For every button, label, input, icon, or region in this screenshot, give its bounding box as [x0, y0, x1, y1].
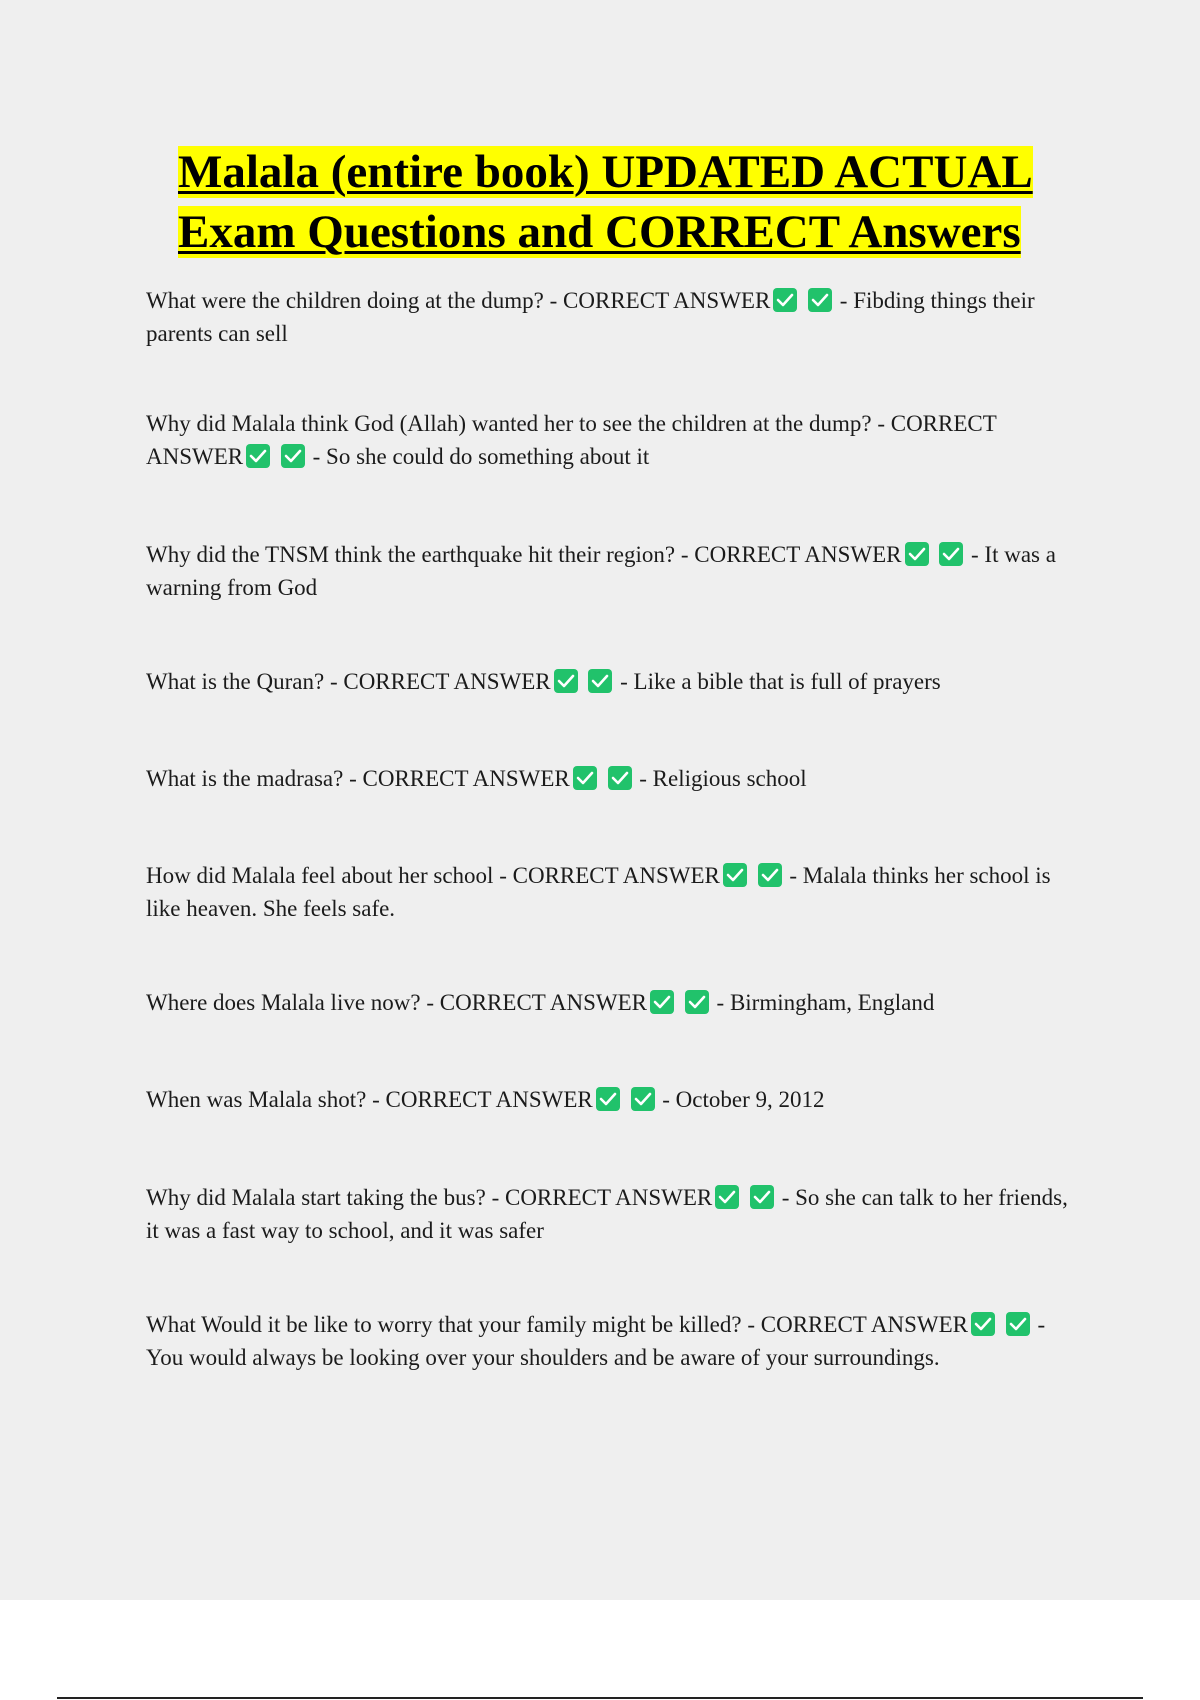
green-checkmark-icon: [808, 288, 832, 312]
title-line-1: Malala (entire book) UPDATED ACTUAL: [178, 146, 1033, 198]
green-checkmark-icon: [650, 990, 674, 1014]
green-checkmark-icon: [723, 863, 747, 887]
green-checkmark-icon: [596, 1087, 620, 1111]
green-checkmark-icon: [750, 1185, 774, 1209]
title-line-2: Exam Questions and CORRECT Answers: [178, 206, 1021, 258]
qa-item: Why did the TNSM think the earthquake hit their region? - CORRECT ANSWER - It was a warning from God: [146, 542, 1056, 600]
answer-text: You would always be looking over your shoulders and be aware of your surroundings.: [146, 1345, 940, 1370]
question-text: How did Malala feel about her school: [146, 863, 494, 888]
qa-item: Why did Malala think God (Allah) wanted her to see the children at the dump? - CORRECT ANSWER - So she could do something about it: [146, 411, 997, 469]
question-text: Why did the TNSM think the earthquake hit their region?: [146, 542, 676, 567]
answer-text: Fibding things their parents can sell: [146, 288, 1035, 346]
answer-text: Like a bible that is full of prayers: [633, 669, 941, 694]
qa-item: What were the children doing at the dump? - CORRECT ANSWER - Fibding things their parents can sell: [146, 288, 1035, 346]
answer-text: Malala thinks her school is like heaven. She feels safe.: [146, 863, 1051, 921]
question-text: Where does Malala live now?: [146, 990, 421, 1015]
footer-divider: [57, 1697, 1143, 1699]
green-checkmark-icon: [631, 1087, 655, 1111]
correct-answer-label: - CORRECT ANSWER: [493, 863, 720, 888]
answer-text: It was a warning from God: [146, 542, 1056, 600]
document-title: [178, 142, 1058, 262]
question-text: When was Malala shot?: [146, 1087, 367, 1112]
green-checkmark-icon: [905, 542, 929, 566]
green-checkmark-icon: [758, 863, 782, 887]
answer-text: So she can talk to her friends, it was a fast way to school, and it was safer: [146, 1185, 1068, 1243]
qa-item: What is the madrasa? - CORRECT ANSWER - Religious school: [146, 766, 807, 791]
green-checkmark-icon: [281, 444, 305, 468]
green-checkmark-icon: [554, 669, 578, 693]
green-checkmark-icon: [1006, 1312, 1030, 1336]
question-text: What is the Quran?: [146, 669, 325, 694]
answer-text: October 9, 2012: [675, 1087, 825, 1112]
green-checkmark-icon: [971, 1312, 995, 1336]
correct-answer-label: - CORRECT ANSWER: [485, 1185, 713, 1210]
green-checkmark-icon: [246, 444, 270, 468]
qa-item: Where does Malala live now? - CORRECT ANSWER - Birmingham, England: [146, 990, 935, 1015]
answer-text: Birmingham, England: [729, 990, 935, 1015]
correct-answer-label: - CORRECT ANSWER: [420, 990, 648, 1015]
question-text: What is the madrasa?: [146, 766, 344, 791]
green-checkmark-icon: [715, 1185, 739, 1209]
correct-answer-label: - CORRECT ANSWER: [741, 1312, 969, 1337]
correct-answer-label: - CORRECT ANSWER: [324, 669, 551, 694]
qa-item: Why did Malala start taking the bus? - CORRECT ANSWER - So she can talk to her friends, it was a fast way to school, and it was safer: [146, 1185, 1068, 1243]
green-checkmark-icon: [573, 766, 597, 790]
answer-text: Religious school: [652, 766, 807, 791]
correct-answer-label: - CORRECT ANSWER: [343, 766, 570, 791]
green-checkmark-icon: [939, 542, 963, 566]
correct-answer-label: - CORRECT ANSWER: [366, 1087, 593, 1112]
correct-answer-label: - CORRECT ANSWER: [543, 288, 771, 313]
green-checkmark-icon: [685, 990, 709, 1014]
question-text: What Would it be like to worry that your family might be killed?: [146, 1312, 742, 1337]
correct-answer-label: - CORRECT ANSWER: [675, 542, 902, 567]
question-text: What were the children doing at the dump?: [146, 288, 544, 313]
qa-item: What is the Quran? - CORRECT ANSWER - Like a bible that is full of prayers: [146, 669, 941, 694]
green-checkmark-icon: [773, 288, 797, 312]
answer-text: So she could do something about it: [326, 444, 650, 469]
green-checkmark-icon: [588, 669, 612, 693]
qa-item: What Would it be like to worry that your family might be killed? - CORRECT ANSWER - You would always be looking over your shoulders and be aware of your surroundings.: [146, 1312, 1046, 1370]
qa-item: When was Malala shot? - CORRECT ANSWER - October 9, 2012: [146, 1087, 825, 1112]
question-text: Why did Malala start taking the bus?: [146, 1185, 486, 1210]
qa-item: How did Malala feel about her school - CORRECT ANSWER - Malala thinks her school is like heaven. She feels safe.: [146, 863, 1051, 921]
question-text: Why did Malala think God (Allah) wanted her to see the children at the dump?: [146, 411, 872, 436]
green-checkmark-icon: [608, 766, 632, 790]
correct-answer-label: - CORRECT ANSWER: [146, 411, 997, 469]
